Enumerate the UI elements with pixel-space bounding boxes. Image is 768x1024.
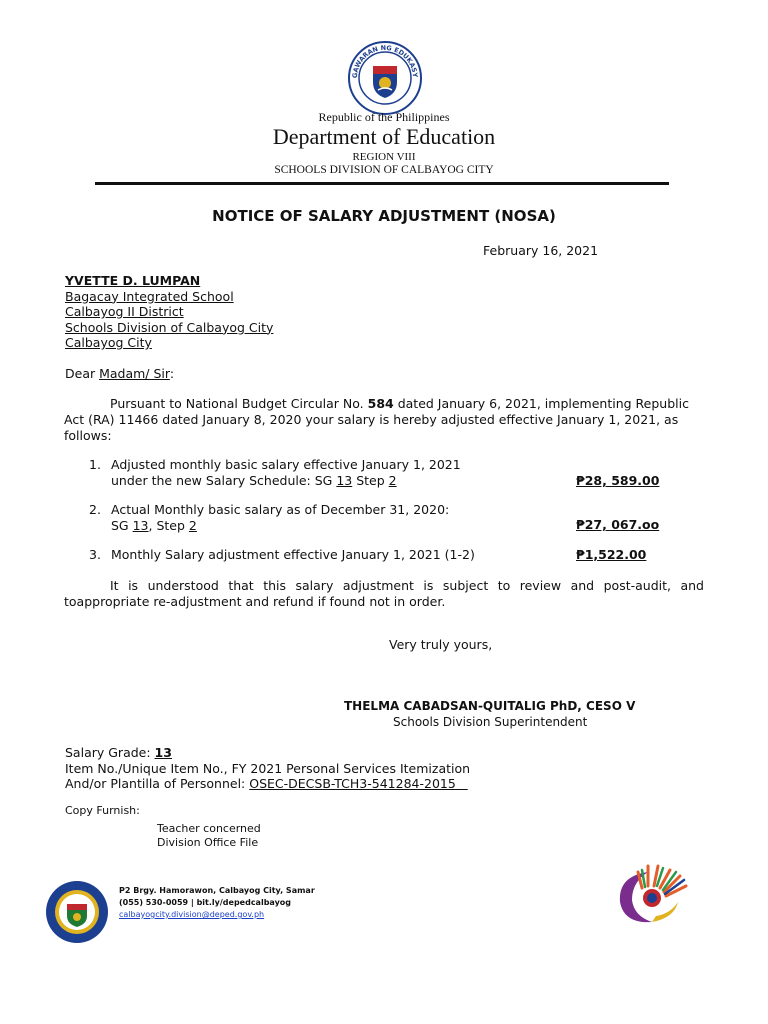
division-seal-logo bbox=[45, 880, 109, 944]
item-description: Actual Monthly basic salary as of December 31, 2020: bbox=[111, 502, 450, 517]
deped-seal-logo bbox=[347, 40, 423, 116]
salary-grade: 13 bbox=[154, 745, 172, 760]
contact-phone-web[interactable]: (055) 530-0059 | bit.ly/depedcalbayog bbox=[119, 898, 292, 907]
intro-line-2: Act (RA) 11466 dated January 8, 2020 your salary is hereby adjusted effective January 1, 2021, as bbox=[64, 412, 679, 427]
item-description: Adjusted monthly basic salary effective January 1, 2021 bbox=[111, 457, 461, 472]
addressee-district: Calbayog II District bbox=[65, 304, 184, 319]
item-number: 1. bbox=[89, 457, 101, 472]
intro-line-3: follows: bbox=[64, 428, 112, 443]
department-title: Department of Education bbox=[272, 124, 496, 149]
addressee-division: Schools Division of Calbayog City bbox=[65, 319, 274, 335]
plantilla-number: OSEC-DECSB-TCH3-541284-2015 bbox=[249, 776, 468, 791]
salary-grade-value: 13 bbox=[336, 472, 353, 488]
valediction: Very truly yours, bbox=[389, 637, 493, 652]
copy-recipient: Division Office File bbox=[157, 836, 259, 849]
document-title: NOTICE OF SALARY ADJUSTMENT (NOSA) bbox=[212, 207, 556, 225]
region-line: REGION VIII bbox=[352, 151, 416, 163]
item-number: 2. bbox=[89, 502, 101, 517]
signatory-position: Schools Division Superintendent bbox=[393, 715, 588, 729]
salutation-suffix: : bbox=[169, 366, 175, 381]
addressee-city: Calbayog City bbox=[65, 335, 152, 350]
salutation bbox=[65, 366, 174, 381]
step-value: 2 bbox=[188, 517, 197, 533]
closing-line-1: It is understood that this salary adjustment is subject to review and post-audit, and bbox=[110, 578, 704, 593]
salary-item-1: 1. Adjusted monthly basic salary effective January 1, 2021 under the new Salary Schedule: SG 13 Step 2 bbox=[89, 457, 461, 488]
salutation-prefix: Dear bbox=[65, 366, 100, 381]
salutation-name: Madam/ Sir bbox=[99, 366, 170, 381]
old-salary-amount: ₱27, 067.oo bbox=[576, 517, 660, 532]
contact-block bbox=[119, 885, 315, 921]
division-line: SCHOOLS DIVISION OF CALBAYOG CITY bbox=[274, 164, 494, 176]
intro-paragraph bbox=[64, 396, 704, 444]
addressee-school: Bagacay Integrated School bbox=[65, 288, 234, 304]
signatory-name: THELMA CABADSAN-QUITALIG PhD, CESO V bbox=[344, 699, 636, 713]
document-date: February 16, 2021 bbox=[483, 243, 599, 258]
salary-item-2: 2. Actual Monthly basic salary as of December 31, 2020: SG 13, Step 2 bbox=[89, 502, 450, 533]
salary-item-3 bbox=[89, 547, 475, 562]
header-divider bbox=[95, 182, 669, 185]
copy-furnish bbox=[65, 804, 261, 851]
contact-address: P2 Brgy. Hamorawon, Calbayog City, Samar bbox=[119, 886, 315, 895]
intro-line-1: Pursuant to National Budget Circular No. 584 dated January 6, 2021, implementing Republic bbox=[110, 396, 689, 411]
salary-grade-value: 13 bbox=[132, 517, 149, 533]
addressee-block bbox=[65, 273, 273, 351]
step-value: 2 bbox=[388, 472, 397, 488]
addressee-name: YVETTE D. LUMPAN bbox=[65, 273, 201, 288]
item-number: 3. bbox=[89, 547, 101, 562]
closing-paragraph bbox=[64, 578, 704, 610]
copy-recipient: Teacher concerned bbox=[157, 821, 261, 835]
copy-furnish-label: Copy Furnish: bbox=[65, 804, 140, 817]
circular-number: 584 bbox=[367, 396, 394, 411]
item-description: Monthly Salary adjustment effective January 1, 2021 (1-2) bbox=[111, 547, 475, 562]
item-number-line: Item No./Unique Item No., FY 2021 Personal Services Itemization bbox=[65, 760, 471, 776]
republic-line: Republic of the Philippines bbox=[318, 110, 450, 124]
new-salary-amount: ₱28, 589.00 bbox=[576, 473, 660, 488]
salary-details: Salary Grade: 13 Item No./Unique Item No., FY 2021 Personal Services Itemization And/or Plantilla of Personnel: OSEC-DECSB-TCH3-541284-2015 bbox=[65, 745, 471, 791]
adjustment-amount: ₱1,522.00 bbox=[576, 547, 647, 562]
closing-line-2: toappropriate re-adjustment and refund if found not in order. bbox=[64, 594, 446, 609]
contact-email-link[interactable]: calbayogcity.division@deped.gov.ph bbox=[119, 910, 265, 919]
deped-matatag-emblem bbox=[612, 862, 694, 928]
seal-lettering: GAWARAN NG EDUKASY bbox=[350, 43, 420, 79]
